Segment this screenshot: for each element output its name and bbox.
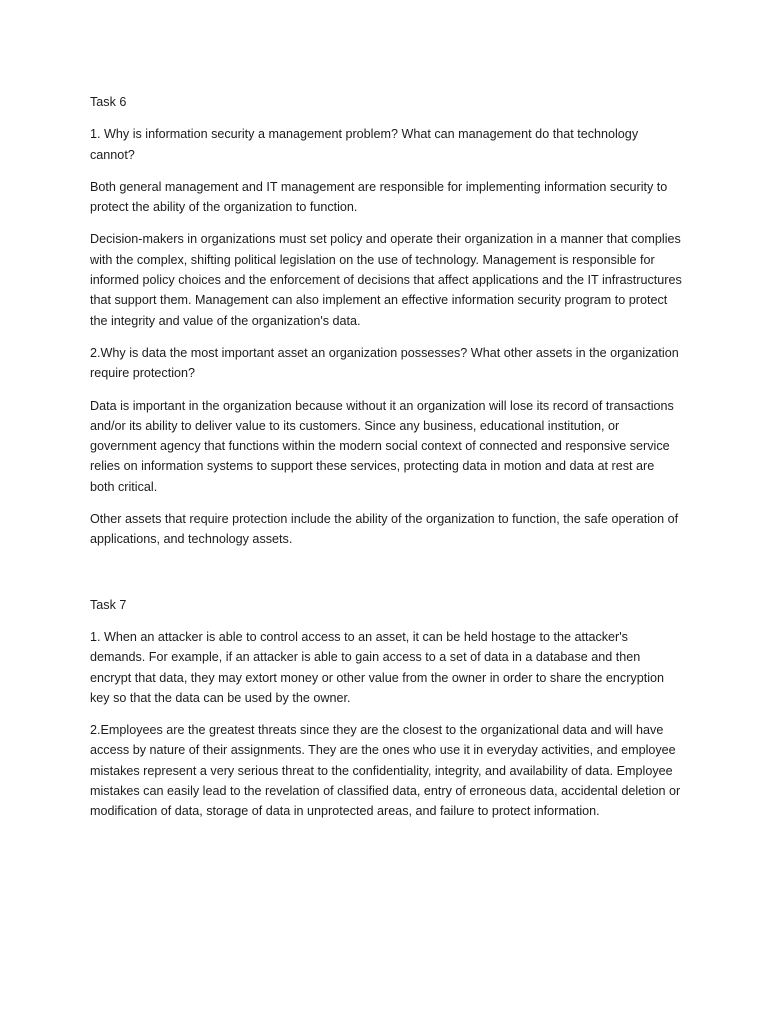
task7-paragraph-1: 1. When an attacker is able to control access to an asset, it can be held hostage to the attacker's demands. For example, if an attacker is able to gain access to a set of data in a database and then encrypt that data, they may extort money or other value from the owner in order to share the encryption key so that the data can be used by the owner. bbox=[90, 629, 665, 705]
task6-question-1: 1. Why is information security a management problem? What can management do that technology cannot? bbox=[90, 127, 639, 162]
task6-answer-1-paragraph-2: Decision-makers in organizations must set policy and operate their organization in a manner that complies with the complex, shifting political legislation on the use of technology. Management is responsible for informed policy choices and the enforcement of decisions that affect applications and the IT infrastructures that support them. Management can also implement an effective information security program to protect the integrity and value of the organization's data. bbox=[90, 232, 682, 328]
task7-paragraph-2: 2.Employees are the greatest threats since they are the closest to the organizational data and will have access by nature of their assignments. They are the ones who use it in everyday activities, and employee mistakes represent a very serious threat to the confidentiality, integrity, and availability of data. Employee mistakes can easily lead to the revelation of classified data, entry of erroneous data, accidental deletion or modification of data, storage of data in unprotected areas, and failure to protect information. bbox=[90, 723, 681, 819]
document-body bbox=[90, 92, 682, 834]
task6-answer-1-paragraph-1: Both general management and IT management are responsible for implementing information security to protect the ability of the organization to function. bbox=[90, 179, 668, 215]
section-spacer bbox=[90, 562, 682, 595]
task6-answer-2-paragraph-2: Other assets that require protection include the ability of the organization to function, the safe operation of applications, and technology assets. bbox=[90, 512, 679, 547]
task6-heading: Task 6 bbox=[90, 95, 127, 109]
task6-answer-2-paragraph-1: Data is important in the organization because without it an organization will lose its record of transactions and/or its ability to deliver value to its customers. Since any business, educational institution, or government agency that functions within the modern social context of connected and responsive service relies on information systems to support these services, protecting data in motion and data at rest are both critical. bbox=[90, 398, 674, 494]
task7-heading: Task 7 bbox=[90, 597, 127, 612]
task6-question-2: 2.Why is data the most important asset an organization possesses? What other assets in the organization require protection? bbox=[90, 345, 679, 381]
